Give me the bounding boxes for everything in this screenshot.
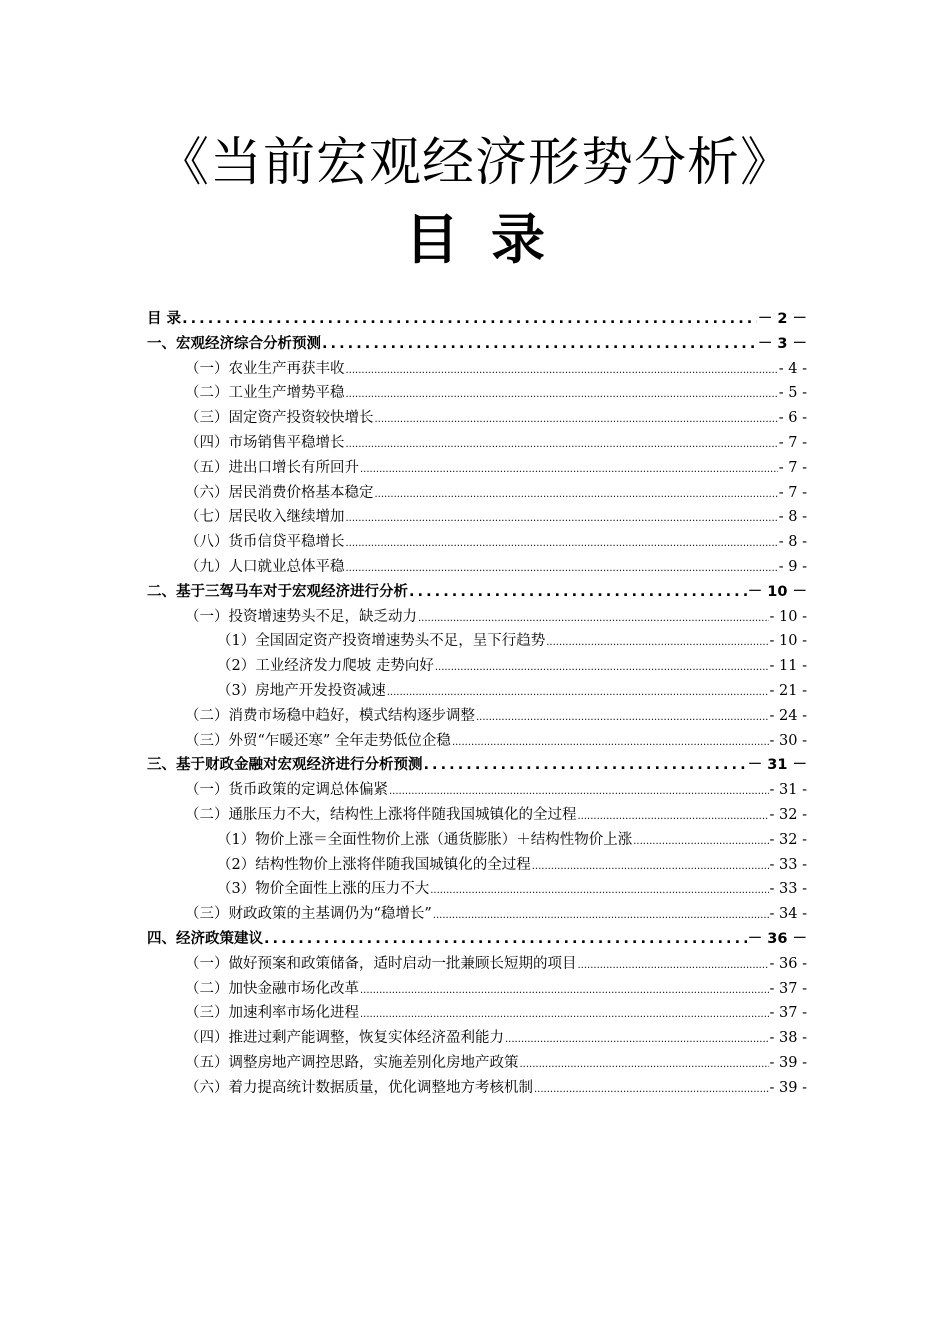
toc-entry-title: （二）消费市场稳中趋好，模式结构逐步调整 (185, 707, 475, 724)
toc-entry[interactable] (147, 729, 807, 754)
toc-entry-title: 四、经济政策建议 (147, 930, 263, 947)
table-of-contents (147, 307, 807, 1101)
toc-dot-leader (532, 853, 769, 880)
toc-dot-leader (409, 580, 747, 605)
toc-dot-leader (387, 679, 769, 706)
toc-dot-leader (433, 902, 769, 929)
toc-entry[interactable] (147, 1001, 807, 1026)
toc-entry-page-number: － 3 － (757, 335, 807, 352)
toc-entry-title: 三、基于财政金融对宏观经济进行分析预测 (147, 757, 423, 774)
toc-dot-leader (375, 406, 778, 433)
toc-entry[interactable] (147, 1076, 807, 1101)
toc-entry-title: （七）居民收入继续增加 (185, 509, 345, 526)
toc-entry-page-number: - 7 - (778, 484, 807, 501)
toc-entry-page-number: - 34 - (769, 906, 807, 923)
toc-entry-page-number: - 39 - (769, 1079, 807, 1096)
toc-entry[interactable] (147, 778, 807, 803)
toc-entry[interactable] (147, 431, 807, 456)
toc-entry-page-number: - 10 - (769, 608, 807, 625)
toc-entry-title: （二）工业生产增势平稳 (185, 385, 345, 402)
toc-entry-title: （一）做好预案和政策储备，适时启动一批兼顾长短期的项目 (185, 955, 577, 972)
toc-entry-title: （3）房地产开发投资减速 (217, 682, 386, 699)
toc-entry-title: （3）物价全面性上涨的压力不大 (217, 881, 430, 898)
toc-heading (0, 204, 950, 276)
toc-dot-leader (389, 778, 769, 805)
toc-entry[interactable] (147, 456, 807, 481)
toc-entry-title: （六）着力提高统计数据质量，优化调整地方考核机制 (185, 1079, 533, 1096)
toc-entry-page-number: - 4 - (778, 360, 807, 377)
toc-dot-leader (346, 530, 778, 557)
toc-entry[interactable] (147, 1051, 807, 1076)
toc-entry-title: （2）结构性物价上涨将伴随我国城镇化的全过程 (217, 856, 531, 873)
toc-entry[interactable] (147, 753, 807, 778)
toc-dot-leader (346, 357, 778, 384)
document-title: 《当前宏观经济形势分析》 (156, 133, 793, 193)
toc-entry-page-number: - 38 - (769, 1030, 807, 1047)
toc-dot-leader (418, 605, 769, 632)
toc-entry-page-number: - 8 - (778, 534, 807, 551)
toc-entry-page-number: - 37 - (769, 980, 807, 997)
toc-entry[interactable] (147, 555, 807, 580)
toc-entry-page-number: - 21 - (769, 682, 807, 699)
toc-entry[interactable] (147, 977, 807, 1002)
toc-entry-title: （三）外贸“乍暖还寒” 全年走势低位企稳 (185, 732, 451, 749)
toc-entry-page-number: － 2 － (757, 311, 807, 327)
toc-dot-leader (346, 505, 778, 532)
toc-entry[interactable] (147, 505, 807, 530)
toc-dot-leader (476, 704, 769, 731)
toc-entry-page-number: - 5 - (778, 385, 807, 402)
toc-entry-page-number: - 37 - (769, 1005, 807, 1022)
toc-entry[interactable] (147, 530, 807, 555)
toc-entry-page-number: - 33 - (769, 881, 807, 898)
toc-entry-title: （五）进出口增长有所回升 (185, 459, 359, 476)
toc-dot-leader (520, 1051, 769, 1078)
toc-entry[interactable] (147, 704, 807, 729)
toc-dot-leader (578, 952, 769, 979)
toc-entry-page-number: - 9 - (778, 558, 807, 575)
toc-entry-title: （一）农业生产再获丰收 (185, 360, 345, 377)
toc-entry-title: （一）投资增速势头不足，缺乏动力 (185, 608, 417, 625)
toc-dot-leader (322, 332, 757, 357)
toc-entry[interactable] (147, 679, 807, 704)
toc-dot-leader (346, 431, 778, 458)
toc-entry-page-number: - 8 - (778, 509, 807, 526)
toc-entry[interactable] (147, 927, 807, 952)
toc-entry[interactable] (147, 406, 807, 431)
toc-entry[interactable] (147, 853, 807, 878)
toc-entry[interactable] (147, 332, 807, 357)
toc-entry-title: （六）居民消费价格基本稳定 (185, 484, 374, 501)
toc-dot-leader (435, 654, 769, 681)
toc-entry-page-number: - 36 - (769, 955, 807, 972)
toc-entry-title: 一、宏观经济综合分析预测 (147, 335, 321, 352)
toc-dot-leader (430, 877, 768, 904)
toc-entry-page-number: - 7 - (778, 459, 807, 476)
toc-dot-leader (360, 1001, 769, 1028)
toc-dot-leader (346, 555, 778, 582)
toc-entry-page-number: - 30 - (769, 732, 807, 749)
toc-dot-leader (534, 1076, 769, 1103)
toc-entry-page-number: - 31 - (769, 782, 807, 799)
toc-entry-page-number: - 6 - (778, 410, 807, 427)
toc-entry-page-number: － 36 － (747, 930, 807, 947)
toc-dot-leader (182, 307, 757, 332)
toc-entry[interactable] (147, 605, 807, 630)
toc-entry-page-number: - 24 - (769, 707, 807, 724)
toc-entry-title: （四）推进过剩产能调整，恢复实体经济盈利能力 (185, 1030, 504, 1047)
toc-entry-title: （1）物价上涨＝全面性物价上涨（通货膨胀）＋结构性物价上涨 (217, 831, 633, 848)
toc-entry[interactable] (147, 877, 807, 902)
toc-entry[interactable] (147, 307, 807, 332)
toc-entry-page-number: - 32 - (769, 806, 807, 823)
toc-entry[interactable] (147, 803, 807, 828)
toc-entry[interactable] (147, 580, 807, 605)
toc-entry-title: （1）全国固定资产投资增速势头不足，呈下行趋势 (217, 633, 546, 650)
toc-entry-title: 目 录 (147, 311, 182, 327)
toc-entry[interactable] (147, 828, 807, 853)
toc-entry-title: （五）调整房地产调控思路，实施差别化房地产政策 (185, 1054, 519, 1071)
toc-dot-leader (505, 1026, 769, 1053)
toc-entry-page-number: － 31 － (747, 757, 807, 774)
toc-entry-title: （二）通胀压力不大，结构性上涨将伴随我国城镇化的全过程 (185, 806, 577, 823)
toc-entry-title: （三）财政政策的主基调仍为“稳增长” (185, 906, 432, 923)
toc-entry[interactable] (147, 1026, 807, 1051)
toc-entry-page-number: － 10 － (747, 583, 807, 600)
toc-dot-leader (424, 753, 747, 778)
toc-dot-leader (452, 729, 769, 756)
toc-dot-leader (633, 828, 768, 855)
toc-dot-leader (360, 977, 769, 1004)
toc-entry[interactable] (147, 357, 807, 382)
toc-dot-leader (264, 927, 747, 952)
toc-entry-page-number: - 39 - (769, 1054, 807, 1071)
toc-entry-title: （二）加快金融市场化改革 (185, 980, 359, 997)
toc-entry-page-number: - 7 - (778, 434, 807, 451)
toc-entry-page-number: - 32 - (769, 831, 807, 848)
toc-dot-leader (346, 381, 778, 408)
toc-heading-char-2: 录 (491, 208, 545, 271)
toc-entry[interactable] (147, 481, 807, 506)
toc-dot-leader (578, 803, 769, 830)
toc-entry-title: （三）固定资产投资较快增长 (185, 410, 374, 427)
toc-entry[interactable] (147, 952, 807, 977)
toc-dot-leader (375, 481, 778, 508)
toc-entry[interactable] (147, 629, 807, 654)
toc-entry-page-number: - 10 - (769, 633, 807, 650)
toc-entry[interactable] (147, 902, 807, 927)
toc-entry-page-number: - 11 - (769, 658, 807, 675)
toc-entry-title: （八）货币信贷平稳增长 (185, 534, 345, 551)
toc-entry-title: （九）人口就业总体平稳 (185, 558, 345, 575)
toc-entry[interactable] (147, 381, 807, 406)
toc-entry[interactable] (147, 654, 807, 679)
toc-dot-leader (360, 456, 778, 483)
toc-entry-title: 二、基于三驾马车对于宏观经济进行分析 (147, 583, 408, 600)
toc-entry-page-number: - 33 - (769, 856, 807, 873)
toc-heading-char-1: 目 (405, 208, 459, 271)
toc-entry-title: （2）工业经济发力爬坡 走势向好 (217, 658, 434, 675)
toc-entry-title: （一）货币政策的定调总体偏紧 (185, 782, 388, 799)
toc-entry-title: （四）市场销售平稳增长 (185, 434, 345, 451)
toc-dot-leader (546, 629, 768, 656)
toc-entry-title: （三）加速利率市场化进程 (185, 1005, 359, 1022)
